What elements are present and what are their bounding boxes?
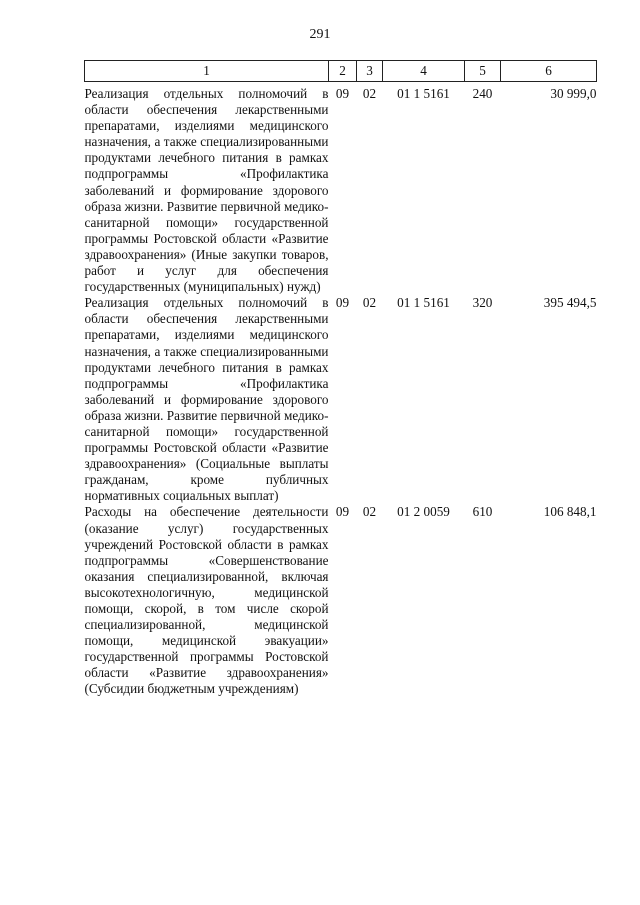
row-amount: 395 494,5 (543, 295, 597, 311)
row-section: 09 (335, 504, 350, 520)
table-body (85, 82, 597, 698)
column-header-2: 2 (329, 61, 357, 82)
column-header-5: 5 (465, 61, 501, 82)
row-expense-type: 240 (472, 86, 493, 101)
table-header (85, 61, 597, 82)
header-row (85, 61, 597, 82)
row-target-article: 01 1 5161 (397, 86, 450, 101)
row-section: 09 (335, 86, 350, 101)
column-header-4: 4 (383, 61, 465, 82)
table-row (85, 295, 597, 504)
row-amount: 30 999,0 (550, 86, 597, 101)
row-subsection: 02 (362, 295, 377, 311)
row-description: Реализация отдельных полномочий в области обеспечения лекарственными препаратами, изделиями медицинского назначения, а также специализированными продуктами лечебного питания в рамках подпрограммы «Профилактика заболеваний и формирование здорового образа жизни. Развитие первичной медико-санитарной помощи» государственной программы Ростовской области «Развитие здравоохранения» (Социальные выплаты гражданам, кроме публичных нормативных социальных выплат) (84, 295, 329, 504)
row-expense-type: 610 (472, 504, 493, 520)
row-subsection: 02 (362, 504, 377, 520)
row-description: Реализация отдельных полномочий в области обеспечения лекарственными препаратами, изделиями медицинского назначения, а также специализированными продуктами лечебного питания в рамках подпрограммы «Профилактика заболеваний и формирование здорового образа жизни. Развитие первичной медико-санитарной помощи» государственной программы Ростовской области «Развитие здравоохранения» (Иные закупки товаров, работ и услуг для обеспечения государственных (муниципальных) нужд) (84, 86, 329, 295)
table-row (85, 504, 597, 697)
table-row (85, 86, 597, 295)
row-amount: 106 848,1 (543, 504, 597, 520)
row-description: Расходы на обеспечение деятельности (оказание услуг) государственных учреждений Ростовской области в рамках подпрограммы «Совершенствование оказания специализированной, включая высокотехнологичную, медицинской помощи, скорой, в том числе скорой специализированной, медицинской помощи, медицинской эвакуации» государственной программы Ростовской области «Развитие здравоохранения» (Субсидии бюджетным учреждениям) (84, 504, 329, 697)
column-header-3: 3 (357, 61, 383, 82)
row-target-article: 01 2 0059 (397, 504, 450, 520)
column-header-1: 1 (85, 61, 329, 82)
row-expense-type: 320 (472, 295, 493, 311)
row-section: 09 (335, 295, 350, 311)
budget-table (84, 60, 597, 698)
page-number: 291 (309, 27, 331, 42)
row-subsection: 02 (362, 86, 377, 101)
column-header-6: 6 (501, 61, 597, 82)
row-target-article: 01 1 5161 (397, 295, 450, 311)
